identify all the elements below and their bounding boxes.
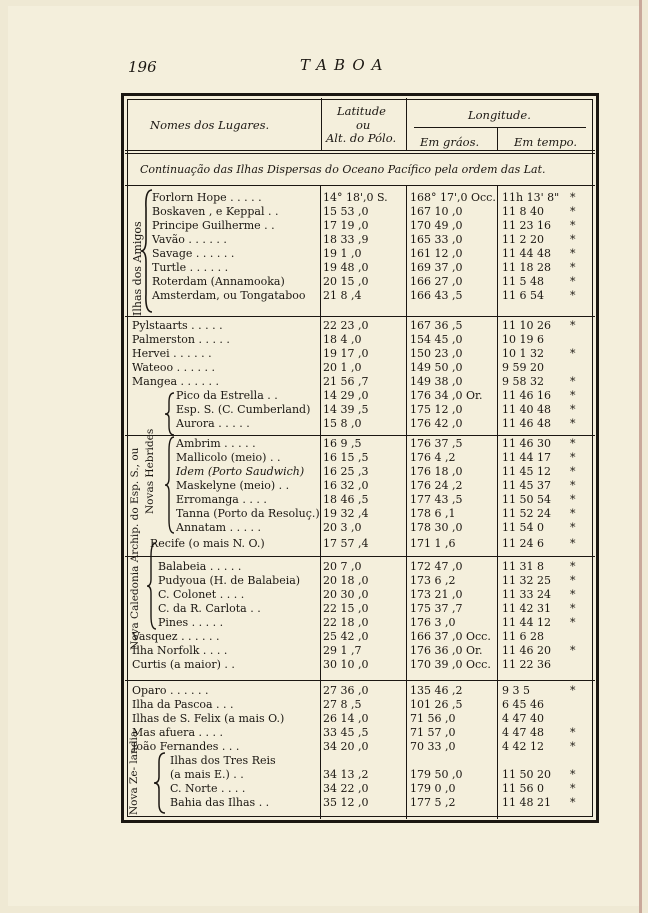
header-bottom-rule	[125, 150, 595, 151]
asterisk-mark: *	[570, 644, 576, 657]
longitude-degrees: 170 49 ,0	[410, 219, 463, 232]
longitude-time: 11 6 54	[502, 289, 544, 302]
asterisk-mark: *	[570, 417, 576, 430]
place-name: Pico da Estrella . .	[176, 389, 278, 402]
longitude-degrees: 171 1 ,6	[410, 537, 456, 550]
brace-nova-caledonia	[146, 542, 158, 630]
longitude-degrees: 177 5 ,2	[410, 796, 456, 809]
place-name: Pudyoua (H. de Balabeia)	[158, 574, 301, 587]
latitude-value: 34 22 ,0	[323, 782, 369, 795]
brace-hebrides	[164, 436, 176, 534]
latitude-value: 33 45 ,5	[323, 726, 369, 739]
place-name: Wateoo . . . . . .	[132, 361, 216, 374]
latitude-value: 22 15 ,0	[323, 602, 369, 615]
longitude-time: 11 42 31	[502, 602, 551, 615]
longitude-time: 9 59 20	[502, 361, 544, 374]
asterisk-mark: *	[570, 275, 576, 288]
latitude-value: 16 32 ,0	[323, 479, 369, 492]
longitude-time: 11 46 48	[502, 417, 551, 430]
latitude-value: 35 12 ,0	[323, 796, 369, 809]
latitude-value: 14 39 ,5	[323, 403, 369, 416]
place-name: Vavão . . . . . .	[152, 233, 227, 246]
longitude-time: 10 1 32	[502, 347, 544, 360]
header-lon-time: Em tempo.	[514, 135, 578, 149]
asterisk-mark: *	[570, 465, 576, 478]
longitude-degrees: 166 43 ,5	[410, 289, 463, 302]
longitude-time: 6 45 46	[502, 698, 544, 711]
longitude-degrees: 172 47 ,0	[410, 560, 463, 573]
longitude-time: 11 50 54	[502, 493, 551, 506]
latitude-value: 21 8 ,4	[323, 289, 362, 302]
longitude-time: 11 32 25	[502, 574, 551, 587]
header-names: Nomes dos Lugares.	[150, 118, 270, 132]
longitude-degrees: 70 33 ,0	[410, 740, 456, 753]
section-rule-3	[125, 556, 595, 557]
latitude-value: 19 17 ,0	[323, 347, 369, 360]
longitude-degrees: 149 38 ,0	[410, 375, 463, 388]
longitude-degrees: 179 0 ,0	[410, 782, 456, 795]
section-rule-4	[125, 680, 595, 681]
latitude-value: 20 3 ,0	[323, 521, 362, 534]
longitude-degrees: 161 12 ,0	[410, 247, 463, 260]
longitude-time: 11h 13' 8"	[502, 191, 560, 204]
latitude-value: 34 13 ,2	[323, 768, 369, 781]
longitude-degrees: 175 12 ,0	[410, 403, 463, 416]
longitude-degrees: 166 27 ,0	[410, 275, 463, 288]
header-divider-3	[497, 128, 498, 150]
asterisk-mark: *	[570, 602, 576, 615]
longitude-degrees: 179 50 ,0	[410, 768, 463, 781]
longitude-degrees: 71 57 ,0	[410, 726, 456, 739]
longitude-degrees: 101 26 ,5	[410, 698, 463, 711]
place-name: C. da R. Carlota . .	[158, 602, 261, 615]
latitude-value: 20 18 ,0	[323, 574, 369, 587]
longitude-time: 11 40 48	[502, 403, 551, 416]
asterisk-mark: *	[570, 289, 576, 302]
longitude-degrees: 150 23 ,0	[410, 347, 463, 360]
longitude-degrees: 166 37 ,0 Occ.	[410, 630, 491, 643]
longitude-degrees: 168° 17',0 Occ.	[410, 191, 496, 204]
latitude-value: 25 42 ,0	[323, 630, 369, 643]
latitude-value: 26 14 ,0	[323, 712, 369, 725]
longitude-time: 11 8 40	[502, 205, 544, 218]
longitude-degrees: 176 34 ,0 Or.	[410, 389, 483, 402]
header-divider-1	[321, 98, 322, 150]
longitude-degrees: 173 21 ,0	[410, 588, 463, 601]
group-label-hebrides-1: Nova Caledonia Archip. do Esp. S., ou	[129, 447, 141, 650]
header-latitude: Latitude	[337, 104, 386, 118]
place-name: Bahia das Ilhas . .	[170, 796, 270, 809]
latitude-value: 34 20 ,0	[323, 740, 369, 753]
place-name: Idem (Porto Saudwich)	[176, 465, 305, 478]
place-name: Pines . . . . .	[158, 616, 224, 629]
longitude-time: 11 31 8	[502, 560, 544, 573]
place-name: Mallicolo (meio) . .	[176, 451, 281, 464]
place-name: Balabeia . . . . .	[158, 560, 242, 573]
section-rule-1	[125, 316, 595, 317]
body-divider-1	[320, 186, 321, 819]
place-name: Erromanga . . . .	[176, 493, 267, 506]
brace-nova-zelandia	[153, 752, 167, 814]
latitude-value: 20 7 ,0	[323, 560, 362, 573]
asterisk-mark: *	[570, 403, 576, 416]
longitude-degrees: 135 46 ,2	[410, 684, 463, 697]
longitude-time: 11 18 28	[502, 261, 551, 274]
header-bottom-rule-2	[125, 153, 595, 154]
place-name: Principe Guilherme . .	[152, 219, 275, 232]
latitude-value: 15 8 ,0	[323, 417, 362, 430]
latitude-value: 19 32 ,4	[323, 507, 369, 520]
longitude-degrees: 176 3 ,0	[410, 616, 456, 629]
longitude-degrees: 176 18 ,0	[410, 465, 463, 478]
place-name: Mas afuera . . . .	[132, 726, 223, 739]
group-label-amigos: Ilhas dos Amigos	[131, 221, 144, 316]
asterisk-mark: *	[570, 507, 576, 520]
longitude-time: 4 47 48	[502, 726, 544, 739]
place-name: Ilhas de S. Felix (a mais O.)	[132, 712, 285, 725]
longitude-degrees: 176 37 ,5	[410, 437, 463, 450]
latitude-value: 16 15 ,5	[323, 451, 369, 464]
body-divider-3	[497, 186, 498, 819]
asterisk-mark: *	[570, 347, 576, 360]
latitude-value: 16 9 ,5	[323, 437, 362, 450]
longitude-time: 11 44 48	[502, 247, 551, 260]
brace-espirito-santo	[164, 392, 176, 436]
asterisk-mark: *	[570, 319, 576, 332]
asterisk-mark: *	[570, 493, 576, 506]
longitude-time: 11 50 20	[502, 768, 551, 781]
latitude-value: 27 8 ,5	[323, 698, 362, 711]
longitude-time: 11 23 16	[502, 219, 551, 232]
latitude-value: 14 29 ,0	[323, 389, 369, 402]
place-name: Ilha Norfolk . . . .	[132, 644, 228, 657]
place-name: Savage . . . . . .	[152, 247, 235, 260]
place-name: Ambrim . . . . .	[176, 437, 256, 450]
longitude-time: 11 33 24	[502, 588, 551, 601]
asterisk-mark: *	[570, 796, 576, 809]
latitude-value: 21 56 ,7	[323, 375, 369, 388]
latitude-value: 14° 18',0 S.	[323, 191, 388, 204]
latitude-value: 15 53 ,0	[323, 205, 369, 218]
latitude-value: 29 1 ,7	[323, 644, 362, 657]
asterisk-mark: *	[570, 437, 576, 450]
place-name: Curtis (a maior) . .	[132, 658, 235, 671]
longitude-degrees: 177 43 ,5	[410, 493, 463, 506]
asterisk-mark: *	[570, 588, 576, 601]
longitude-degrees: 71 56 ,0	[410, 712, 456, 725]
longitude-time: 11 2 20	[502, 233, 544, 246]
place-name: Pylstaarts . . . . .	[132, 319, 223, 332]
longitude-degrees: 165 33 ,0	[410, 233, 463, 246]
longitude-time: 11 56 0	[502, 782, 544, 795]
place-name: Hervei . . . . . .	[132, 347, 212, 360]
longitude-degrees: 154 45 ,0	[410, 333, 463, 346]
longitude-degrees: 176 24 ,2	[410, 479, 463, 492]
section-rule-2	[125, 435, 595, 436]
asterisk-mark: *	[570, 537, 576, 550]
place-name: João Fernandes . . .	[132, 740, 240, 753]
asterisk-mark: *	[570, 684, 576, 697]
place-name: Palmerston . . . . .	[132, 333, 230, 346]
place-name: Boskaven , e Keppal . .	[152, 205, 279, 218]
asterisk-mark: *	[570, 233, 576, 246]
asterisk-mark: *	[570, 191, 576, 204]
asterisk-mark: *	[570, 726, 576, 739]
asterisk-mark: *	[570, 740, 576, 753]
longitude-degrees: 178 30 ,0	[410, 521, 463, 534]
longitude-degrees: 169 37 ,0	[410, 261, 463, 274]
place-name: C. Colonet . . . .	[158, 588, 245, 601]
body-divider-2	[406, 186, 407, 819]
asterisk-mark: *	[570, 247, 576, 260]
latitude-value: 18 33 ,9	[323, 233, 369, 246]
asterisk-mark: *	[570, 205, 576, 218]
longitude-time: 11 45 12	[502, 465, 551, 478]
asterisk-mark: *	[570, 261, 576, 274]
longitude-time: 11 45 37	[502, 479, 551, 492]
latitude-value: 20 1 ,0	[323, 361, 362, 374]
longitude-time: 4 47 40	[502, 712, 544, 725]
group-label-zelandia: Nova Ze- landia	[128, 730, 140, 815]
page-number: 196	[128, 58, 157, 76]
longitude-time: 11 46 30	[502, 437, 551, 450]
asterisk-mark: *	[570, 616, 576, 629]
asterisk-mark: *	[570, 389, 576, 402]
asterisk-mark: *	[570, 521, 576, 534]
latitude-value: 20 30 ,0	[323, 588, 369, 601]
longitude-time: 11 46 16	[502, 389, 551, 402]
subtitle-rule	[125, 185, 595, 186]
longitude-degrees: 178 6 ,1	[410, 507, 456, 520]
longitude-time: 11 6 28	[502, 630, 544, 643]
place-name: Vasquez . . . . . .	[132, 630, 220, 643]
place-name: Roterdam (Annamooka)	[152, 275, 285, 288]
longitude-time: 11 5 48	[502, 275, 544, 288]
place-name: C. Norte . . . .	[170, 782, 246, 795]
asterisk-mark: *	[570, 782, 576, 795]
longitude-degrees: 176 4 ,2	[410, 451, 456, 464]
header-altitude: Alt. do Pólo.	[326, 131, 397, 145]
latitude-value: 22 18 ,0	[323, 616, 369, 629]
latitude-value: 20 15 ,0	[323, 275, 369, 288]
page-edge	[639, 0, 642, 913]
longitude-time: 9 58 32	[502, 375, 544, 388]
longitude-time: 11 44 12	[502, 616, 551, 629]
latitude-value: 27 36 ,0	[323, 684, 369, 697]
place-name: Forlorn Hope . . . . .	[152, 191, 262, 204]
longitude-time: 9 3 5	[502, 684, 530, 697]
place-name: Aurora . . . . .	[176, 417, 250, 430]
latitude-value: 22 23 ,0	[323, 319, 369, 332]
longitude-time: 11 24 6	[502, 537, 544, 550]
latitude-value: 18 46 ,5	[323, 493, 369, 506]
longitude-time: 11 48 21	[502, 796, 551, 809]
asterisk-mark: *	[570, 219, 576, 232]
longitude-time: 11 10 26	[502, 319, 551, 332]
place-name: Mangea . . . . . .	[132, 375, 219, 388]
latitude-value: 19 1 ,0	[323, 247, 362, 260]
longitude-degrees: 173 6 ,2	[410, 574, 456, 587]
place-name: Esp. S. (C. Cumberland)	[176, 403, 311, 416]
place-name: Ilhas dos Tres Reis	[170, 754, 276, 767]
longitude-time: 11 52 24	[502, 507, 551, 520]
place-name: Maskelyne (meio) . .	[176, 479, 290, 492]
asterisk-mark: *	[570, 451, 576, 464]
longitude-degrees: 170 39 ,0 Occ.	[410, 658, 491, 671]
longitude-time: 4 42 12	[502, 740, 544, 753]
place-name: Amsterdam, ou Tongataboo	[152, 289, 306, 302]
asterisk-mark: *	[570, 768, 576, 781]
place-name: Tanna (Porto da Resoluç.)	[176, 507, 320, 520]
longitude-degrees: 167 10 ,0	[410, 205, 463, 218]
longitude-degrees: 175 37 ,7	[410, 602, 463, 615]
latitude-value: 16 25 ,3	[323, 465, 369, 478]
asterisk-mark: *	[570, 375, 576, 388]
header-divider-2	[406, 98, 407, 150]
place-name: (a mais E.) . .	[170, 768, 244, 781]
place-name: Recife (o mais N. O.)	[150, 537, 265, 550]
place-name: Annatam . . . . .	[176, 521, 262, 534]
subtitle: Continuação das Ilhas Dispersas do Oceano Pacífico pela ordem das Lat.	[140, 163, 546, 176]
header-latitude-ou: ou	[356, 118, 371, 132]
group-label-hebrides-2: Novas Hebrides	[144, 428, 156, 514]
longitude-degrees: 176 36 ,0 Or.	[410, 644, 483, 657]
latitude-value: 30 10 ,0	[323, 658, 369, 671]
longitude-time: 10 19 6	[502, 333, 544, 346]
asterisk-mark: *	[570, 560, 576, 573]
longitude-time: 11 22 36	[502, 658, 551, 671]
running-head: TABOA	[300, 56, 390, 74]
header-longitude: Longitude.	[468, 108, 531, 122]
longitude-degrees: 167 36 ,5	[410, 319, 463, 332]
longitude-degrees: 149 50 ,0	[410, 361, 463, 374]
latitude-value: 17 19 ,0	[323, 219, 369, 232]
longitude-degrees: 176 42 ,0	[410, 417, 463, 430]
place-name: Ilha da Pascoa . . .	[132, 698, 234, 711]
asterisk-mark: *	[570, 574, 576, 587]
asterisk-mark: *	[570, 479, 576, 492]
longitude-time: 11 54 0	[502, 521, 544, 534]
longitude-time: 11 44 17	[502, 451, 551, 464]
latitude-value: 18 4 ,0	[323, 333, 362, 346]
latitude-value: 19 48 ,0	[323, 261, 369, 274]
header-lon-degrees: Em gráos.	[420, 135, 480, 149]
header-lon-rule	[414, 127, 586, 128]
place-name: Turtle . . . . . .	[152, 261, 229, 274]
longitude-time: 11 46 20	[502, 644, 551, 657]
latitude-value: 17 57 ,4	[323, 537, 369, 550]
place-name: Oparo . . . . . .	[132, 684, 209, 697]
